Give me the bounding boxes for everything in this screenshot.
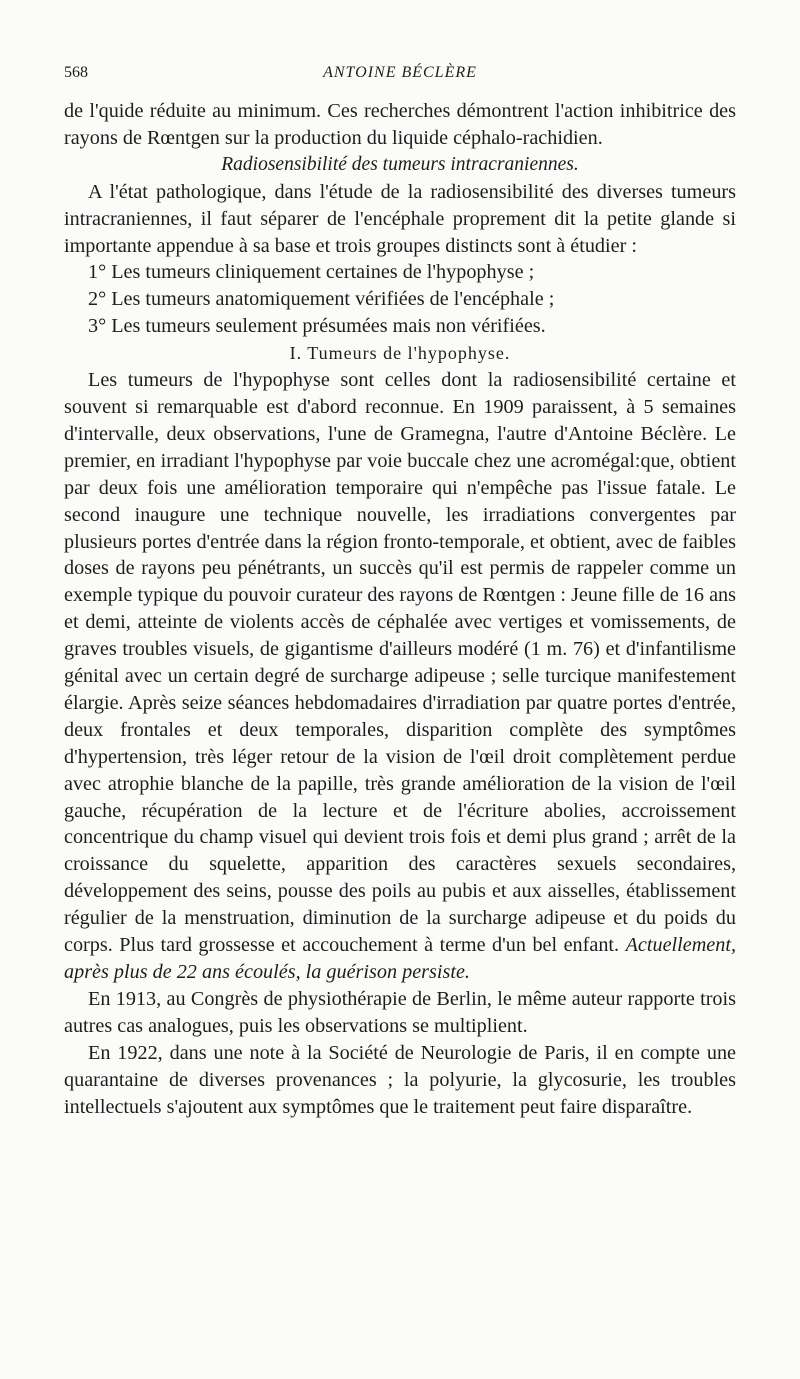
page-header bbox=[64, 64, 736, 88]
list-item: 3° Les tumeurs seulement présumées mais non vérifiées. bbox=[88, 315, 546, 338]
paragraph-main-text: Les tumeurs de l'hypophyse sont celles dont la radiosensibilité certaine et souvent si remarquable est d'abord reconnue. En 1909 paraissent, à 5 semaines d'intervalle, deux observations, l'une de Gramegna, l'autre d'Antoine Béclère. Le premier, en irradiant l'hypophyse par voie buccale chez une acromégal:que, obtient par deux fois une amélioration temporaire qui n'empêche pas l'issue fatale. Le second inaugure une technique nouvelle, les irradiations convergentes par plusieurs portes d'entrée dans la région fronto-temporale, et obtient, avec de faibles doses de rayons peu pénétrants, un succès qu'il est permis de rappeler comme un exemple typique du pouvoir curateur des rayons de Rœntgen : Jeune fille de 16 ans et demi, atteinte de violents accès de céphalée avec vertiges et vomissements, de graves troubles visuels, de gigantisme d'ailleurs modéré (1 m. 76) et d'infantilisme génital avec un certain degré de surcharge adipeuse ; selle turcique manifestement élargie. Après seize séances hebdomadaires d'irradiation par quatre portes d'entrée, deux frontales et deux temporales, disparition complète des symptômes d'hypertension, très léger retour de la vision de l'œil droit complètement perdue avec atrophie blanche de la papille, très grande amélioration de la vision de l'œil gauche, récupération de la lecture et de l'écriture abolies, accroissement concentrique du champ visuel qui devient trois fois et demi plus grand ; arrêt de la croissance du squelette, apparition des caractères sexuels secondaires, développement des seins, pousse des poils au pubis et aux aisselles, établissement régulier de la menstruation, diminution de la surcharge adipeuse et du poids du corps. Plus tard grossesse et accouchement à terme d'un bel enfant. bbox=[64, 369, 736, 957]
page-number: 568 bbox=[64, 64, 88, 81]
section-title: Radiosensibilité des tumeurs intracraniennes. bbox=[221, 153, 579, 175]
body-text bbox=[64, 98, 736, 1120]
paragraph-continued: de l'quide réduite au minimum. Ces recherches démontrent l'action inhibitrice des rayons de Rœntgen sur la production du liquide céphalo-rachidien. bbox=[64, 100, 736, 149]
running-title: ANTOINE BÉCLÈRE bbox=[323, 64, 477, 81]
paragraph-1913: En 1913, au Congrès de physiothérapie de Berlin, le même auteur rapporte trois autres cas analogues, puis les observations se multiplient. bbox=[64, 987, 736, 1037]
paragraph-intro: A l'état pathologique, dans l'étude de la radiosensibilité des diverses tumeurs intracraniennes, il faut séparer de l'encéphale proprement dit la petite glande si importante appendue à sa base et trois groupes distincts sont à étudier : bbox=[64, 180, 736, 257]
paragraph-main-emphasis: Actuellement, après plus de 22 ans écoulés, la guérison persiste. bbox=[64, 934, 737, 983]
paragraph-1922: En 1922, dans une note à la Société de Neurologie de Paris, il en compte une quarantaine de diverses provenances ; la polyurie, la glycosurie, les troubles intellectuels s'ajoutent aux symptômes que le traitement peut faire disparaître. bbox=[64, 1041, 736, 1118]
section-heading: I. Tumeurs de l'hypophyse. bbox=[289, 343, 511, 364]
list-item: 1° Les tumeurs cliniquement certaines de l'hypophyse ; bbox=[88, 261, 535, 284]
paragraph-main bbox=[64, 367, 736, 986]
list-item: 2° Les tumeurs anatomiquement vérifiées de l'encéphale ; bbox=[88, 288, 555, 311]
